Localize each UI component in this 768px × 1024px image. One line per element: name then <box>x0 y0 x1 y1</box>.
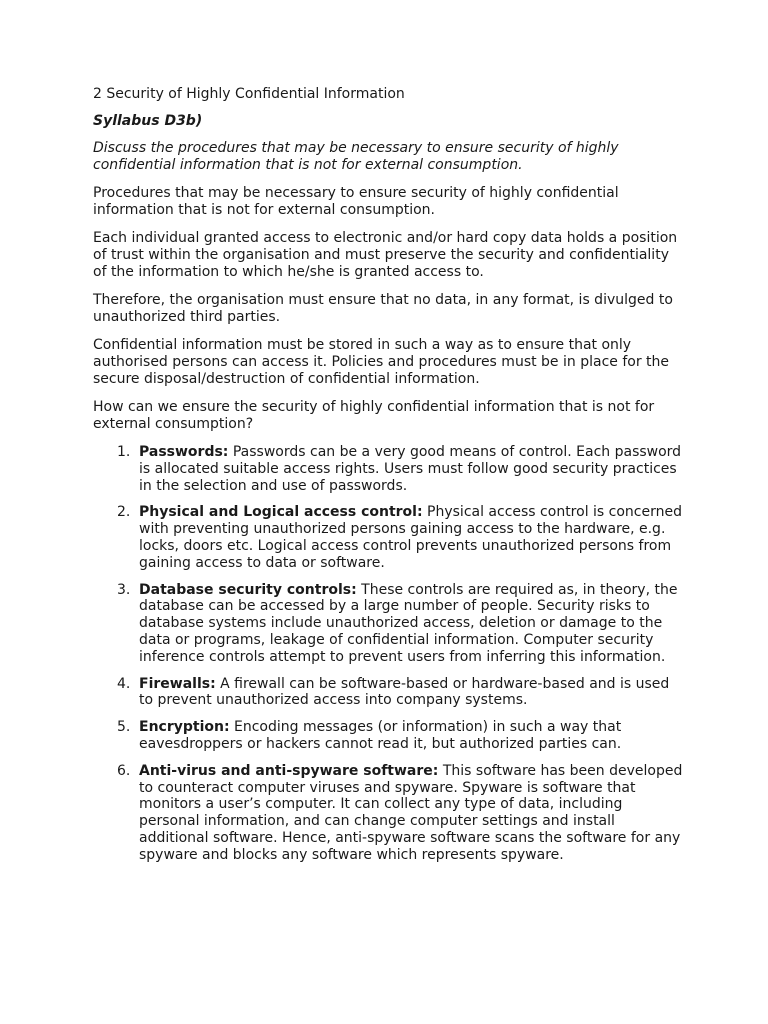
list-number: 1. <box>117 444 131 460</box>
list-term: Physical and Logical access control: <box>139 504 423 521</box>
list-item <box>93 676 683 710</box>
document-page <box>93 86 683 874</box>
list-text: A firewall can be software-based or hardware-based and is used to prevent unauthorized access into company systems. <box>139 675 670 709</box>
list-item <box>93 504 683 571</box>
list-number: 6. <box>117 762 131 779</box>
list-text: Physical access control is concerned with preventing unauthorized persons gaining access to the hardware, e.g. locks, doors etc. Logical access control prevents unauthorized persons from gaining access to data or software. <box>139 504 682 571</box>
list-term: Anti-virus and anti-spyware software: <box>139 762 439 779</box>
paragraph-procedures: Procedures that may be necessary to ensure security of highly confidential information that is not for external consumption. <box>93 185 619 218</box>
intro-question: Discuss the procedures that may be necessary to ensure security of highly confidential information that is not for external consumption. <box>93 140 619 173</box>
paragraph-divulge: Therefore, the organisation must ensure that no data, in any format, is divulged to unauthorized third parties. <box>93 292 673 325</box>
list-number: 3. <box>117 581 131 598</box>
list-number: 5. <box>117 719 131 736</box>
paragraph-storage: Confidential information must be stored in such a way as to ensure that only authorised persons can access it. Policies and procedures must be in place for the secure disposal/destruction of confidential information. <box>93 337 670 387</box>
list-number: 2. <box>117 504 131 521</box>
list-item <box>93 763 683 864</box>
list-term: Database security controls: <box>139 581 357 598</box>
list-text: Passwords can be a very good means of control. Each password is allocated suitable access rights. Users must follow good security practices in the selection and use of passwords. <box>139 444 682 494</box>
list-term: Passwords: <box>139 444 229 460</box>
list-number: 4. <box>117 675 131 692</box>
document-heading: 2 Security of Highly Confidential Information <box>93 86 405 102</box>
list-text: Encoding messages (or information) in such a way that eavesdroppers or hackers cannot read it, but authorized parties can. <box>139 719 622 752</box>
paragraph-trust: Each individual granted access to electronic and/or hard copy data holds a position of trust within the organisation and must preserve the security and confidentiality of the information to which he/she is granted access to. <box>93 230 678 280</box>
security-measures-list <box>93 444 683 864</box>
list-item <box>93 719 683 753</box>
list-item <box>93 582 683 666</box>
list-term: Encryption: <box>139 719 230 736</box>
list-term: Firewalls: <box>139 675 216 692</box>
list-text: This software has been developed to counteract computer viruses and spyware. Spyware is software that monitors a user’s computer. It can collect any type of data, including personal information, and can change computer settings and install additional software. Hence, anti-spyware software scans the software for any spyware and blocks any software which represents spyware. <box>139 762 683 863</box>
list-text: These controls are required as, in theory, the database can be accessed by a large number of people. Security risks to database systems include unauthorized access, deletion or damage to the data or programs, leakage of confidential information. Computer security inference controls attempt to prevent users from inferring this information. <box>139 581 678 665</box>
paragraph-question: How can we ensure the security of highly confidential information that is not for external consumption? <box>93 399 655 432</box>
list-item <box>93 444 683 494</box>
syllabus-reference: Syllabus D3b) <box>93 113 203 129</box>
